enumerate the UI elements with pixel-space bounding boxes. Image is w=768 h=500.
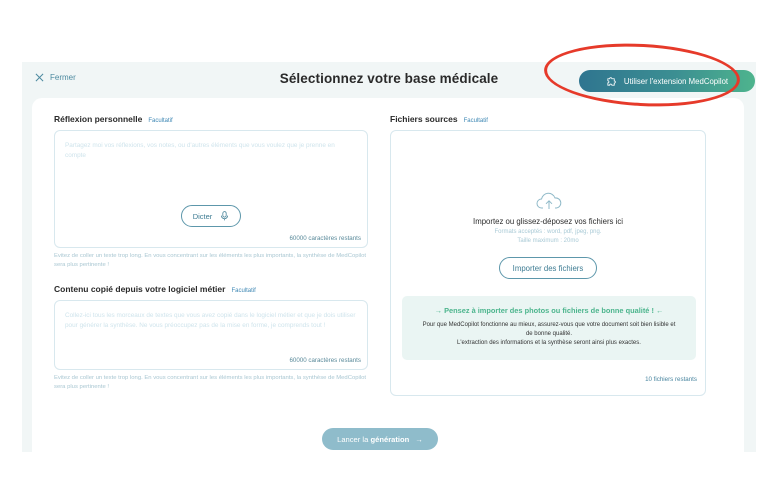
modal	[22, 62, 756, 452]
tip-title	[402, 306, 696, 315]
contenu-textarea[interactable]	[54, 300, 368, 370]
reflexion-optional-badge: Facultatif	[148, 118, 173, 124]
reflexion-char-count: 60000 caractères restants	[289, 235, 361, 242]
contenu-hint: Evitez de coller un texte trop long. En vous concentrant sur les éléments les plus importants, la synthèse de MedCopilot sera plus pertinente !	[54, 375, 367, 390]
contenu-char-count: 60000 caractères restants	[289, 357, 361, 364]
launch-prefix: Lancer la	[337, 434, 369, 444]
dictate-button[interactable]	[181, 205, 241, 227]
contenu-label: Contenu copié depuis votre logiciel métier	[54, 284, 226, 294]
right-column	[390, 114, 706, 396]
tip-title-text: Pensez à importer des photos ou fichiers de bonne qualité !	[444, 306, 654, 315]
file-dropzone[interactable]	[390, 130, 706, 396]
tip-line-1: Pour que MedCopilot fonctionne au mieux, assurez-vous que votre document soit bien lisible et de bonne qualité.	[422, 322, 676, 337]
arrow-right-icon: →	[415, 434, 423, 444]
launch-generation-button[interactable]	[322, 428, 438, 450]
fichiers-label: Fichiers sources	[390, 114, 458, 124]
page-title: Sélectionnez votre base médicale	[279, 71, 499, 86]
launch-bold: génération	[370, 434, 410, 444]
arrow-left-icon: ←	[655, 306, 664, 315]
contenu-placeholder: Collez-ici tous les morceaux de textes que vous avez copié dans le logiciel métier et que je dois utiliser pour générer la synthèse. Ne vous préoccupez pas de la mise en forme, je comprends tout !	[65, 312, 356, 329]
max-size: Taille maximum : 20mo	[517, 238, 579, 244]
fichiers-header	[390, 114, 706, 124]
form-card	[32, 98, 744, 452]
quality-tip-box	[402, 296, 696, 360]
modal-header	[22, 62, 756, 98]
contenu-header	[54, 284, 370, 294]
contenu-optional-badge: Facultatif	[231, 288, 256, 294]
fichiers-optional-badge: Facultatif	[463, 118, 488, 124]
close-label: Fermer	[50, 73, 76, 82]
dropzone-title: Importez ou glissez-déposez vos fichiers ici	[473, 217, 623, 226]
tip-line-2: L'extraction des informations et la synthèse seront ainsi plus exactes.	[457, 340, 641, 346]
files-remaining: 10 fichiers restants	[645, 376, 697, 383]
dictate-label: Dicter	[192, 211, 213, 221]
reflexion-label: Réflexion personnelle	[54, 114, 143, 124]
reflexion-placeholder: Partagez moi vos réflexions, vos notes, ou d'autres éléments que vous voulez que je prenne en compte	[65, 142, 335, 159]
microphone-icon	[220, 211, 229, 221]
accepted-formats: Formats acceptés : word, pdf, jpeg, png.	[494, 229, 602, 235]
left-column	[54, 114, 370, 392]
cloud-upload-icon	[536, 191, 562, 211]
puzzle-icon	[606, 76, 617, 87]
import-files-button[interactable]: Importer des fichiers	[499, 257, 597, 279]
reflexion-hint: Evitez de coller un texte trop long. En vous concentrant sur les éléments les plus importants, la synthèse de MedCopilot sera plus pertinente !	[54, 253, 367, 268]
reflexion-header	[54, 114, 370, 124]
use-extension-label: Utiliser l'extension MedCopilot	[623, 76, 729, 86]
reflexion-textarea[interactable]	[54, 130, 368, 248]
launch-label	[337, 435, 409, 444]
use-extension-button[interactable]	[579, 70, 755, 92]
arrow-right-icon: →	[434, 306, 442, 315]
